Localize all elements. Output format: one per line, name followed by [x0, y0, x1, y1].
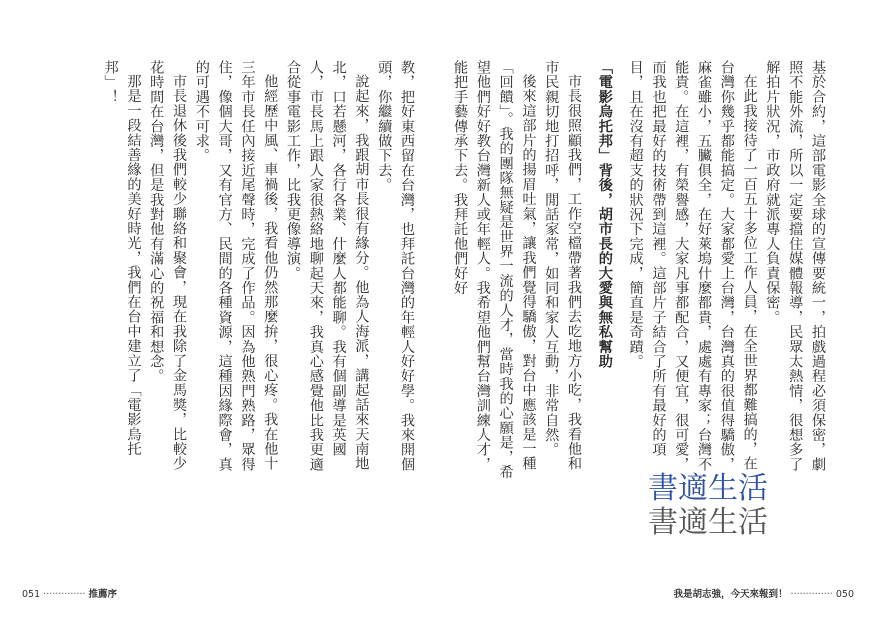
folio-dots: ·············· [43, 589, 86, 600]
paragraph: 他經歷中風、車禍後，我看他仍然那麼拚，很心疼。我在他十三年市長任內接近尾聲時，完成了作品。因為他熟門熟路，眾得住，像個大哥，又有官方、民間的各種資源，這種因緣際會，真的可遇不可求。 [193, 60, 279, 472]
left-folio [22, 586, 117, 600]
paragraph: 那是一段結善緣的美好時光，我們在台中建立了「電影烏托邦」！ [102, 60, 142, 457]
page-number: 050 [835, 589, 854, 600]
paragraph: 說起來，我跟胡市長很有緣分。他為人海派，講起話來天南地北，口若懸河，各行各業、什麼人都能聊。我有個副導是英國人，市長馬上跟人家很熱絡地聊起天來，我真心感覺他比我更適合從事電影工作，比我更像導演。 [285, 60, 370, 472]
paragraph: 後來這部片的揚眉吐氣，讓我們覺得驕傲，對台中應該是一種「回饋」。我的團隊無疑是世界一流的人才，當時我的心願是，希望他們好好教台灣新人或年輕人。我希望他們幫台灣訓練人才，能把手藝傳承下去。我拜託他們好好 [452, 60, 537, 480]
left-page-body [102, 60, 418, 480]
page-number: 051 [22, 589, 41, 600]
watermark-line: 書適生活 [648, 471, 768, 506]
running-head: 我是胡志強，今天來報到！ [673, 589, 788, 600]
paragraph: 市長很照顧我們，工作空檔帶著我們去吃地方小吃，我看他和市民親切地打招呼，閒話家常，如同和家人互動，非常自然。 [543, 60, 583, 472]
right-folio [674, 586, 855, 600]
paragraph: 基於合約，這部電影全球的宣傳要統一，拍戲過程必須保密，劇照不能外流，所以一定要擋住媒體報導，民眾太熱情，很想多了解拍片狀況，市政府就派專人負責保密。 [764, 60, 826, 472]
watermark-logo [648, 472, 768, 540]
watermark-line: 書適生活 [648, 505, 768, 540]
paragraph: 市長退休後我們較少聯絡和聚會，現在我除了金馬獎，比較少花時間在台灣，但是我對他有滿心的祝福和想念。 [148, 60, 188, 472]
paragraph: 在此我接待了一百五十多位工作人員，在全世界都難搞的，在台灣你幾乎都能搞定。大家都愛上台灣，台灣真的很值得驕傲，麻雀雖小，五臟俱全，在好萊塢什麼都貴，處處有專家；台灣不能貴。在這裡，有榮譽感，大家凡事都配合，又便宜，很可愛，而我也把最好的技術帶到這裡。這部片子結合了所有最好的項目，且在沒有超支的狀況下完成，簡直是奇蹟。 [627, 60, 758, 472]
running-head: 推薦序 [88, 589, 117, 600]
folio-dots: ·············· [790, 589, 833, 600]
right-page-body [452, 60, 829, 480]
paragraph: 教，把好東西留在台灣，也拜託台灣的年輕人好好學。我來開個頭，你繼續做下去。 [376, 60, 415, 472]
section-heading: 「電影烏托邦」背後，胡市長的大愛與無私幫助 [596, 60, 613, 369]
